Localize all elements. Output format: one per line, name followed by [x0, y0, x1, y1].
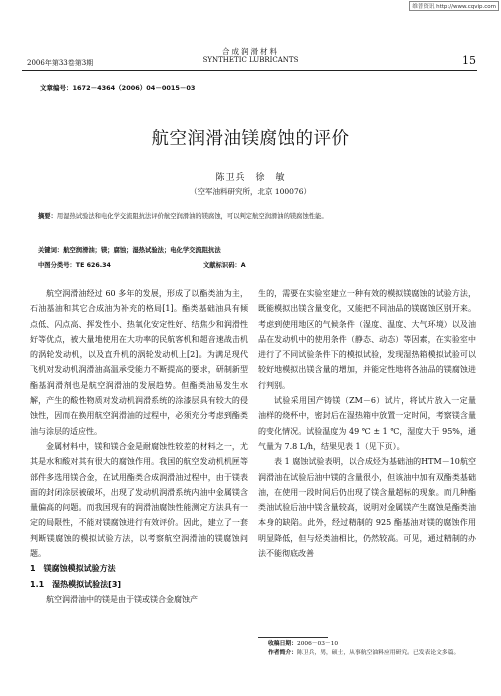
abstract-label: 摘要：: [38, 213, 57, 220]
author-bio-label: 作者简介：: [268, 650, 297, 656]
clc-number: [38, 260, 111, 269]
article-title: 航空润滑油镁腐蚀的评价: [151, 129, 350, 149]
article-number: 文章编号：1672－4364（2006）04－0015－03: [40, 84, 196, 92]
keywords-text: 航空润滑油；镁；腐蚀；湿热试验法；电化学交流阻抗法: [63, 247, 221, 254]
abstract: [38, 213, 468, 222]
issue-info: 2006年第33卷第3期: [27, 59, 94, 67]
received-date: 2006－03－10: [297, 641, 339, 647]
footnote-rule: [258, 637, 328, 638]
footnote: [268, 640, 480, 658]
header-rule: [22, 70, 477, 71]
doc-code-label: 文献标识码：: [203, 262, 241, 269]
received-label: 收稿日期：: [268, 641, 297, 647]
left-column: [30, 286, 248, 607]
abstract-text: 用湿热试验法和电化学交流阻抗法评价航空润滑油的镁腐蚀，可以判定航空润滑油的镁腐蚀性能。: [56, 213, 328, 220]
footnote-author: [268, 649, 480, 658]
affiliation: （空军油料研究所，北京 100076）: [189, 187, 311, 196]
author-bio: 陈卫兵，男，硕士，从事航空油料应用研究。已发表论文多篇。: [297, 650, 460, 656]
section-heading: 1 镁腐蚀模拟试验方法: [30, 564, 116, 574]
body-paragraph: 生的，需要在实验室建立一种有效的模拟镁腐蚀的试验方法，既能模拟出镁含量变化，又能把不同油品的镁腐蚀区别开来。考虑到使用地区的气候条件（湿度、温度、大气环境）以及油品在发动机中的使用条件（静态、动态）等因素，在实验室中进行了不同试验条件下的模拟试验，发现湿热箱模拟试验可以较好地模拟出镁含量的增加，并能定性地将各油品的镁腐蚀进行判别。: [258, 289, 476, 390]
journal-name-cn: 合成润滑材料: [222, 47, 279, 56]
keywords: [38, 245, 221, 254]
authors: 陈卫兵 徐 敏: [215, 173, 286, 183]
page-number: 15: [462, 54, 476, 67]
body-paragraph: 航空润滑油中的镁是由于镁或镁合金腐蚀产: [46, 594, 198, 604]
footnote-received: [268, 640, 480, 649]
body-paragraph: 航空润滑油经过 60 多年的发展，形成了以酯类油为主，石油基油和其它合成油为补充的格局[1]。酯类基础油具有倾点低、闪点高、挥发性小、热氧化安定性好、结焦少和润滑性好等优点，被大量地使用在大功率的民航客机和超音速战击机的涡轮发动机，以及直升机的涡轮发动机上[2]。为满足现代飞机对发动机润滑油高温承受能力不断提高的要求，研制新型酯基润滑剂也是航空润滑油的发展趋势。但酯类油易发生水解，产生的酸性物质对发动机润滑系统的涂漆层具有较大的侵蚀性，因而在换用航空润滑油的过程中，必须充分考虑到酯类油与涂层的适应性。: [30, 289, 248, 436]
body-paragraph: 表 1 腐蚀试验表明，以合成烃为基础油的HTM－10航空润滑油在试验后油中镁的含量很小，但该油中加有双酯类基础油，在使用一段时间后仍出现了镁含量超标的现象。而几种酯类油试验后油中镁含量较高，说明对金属镁产生腐蚀是酯类油本身的缺陷。此外，经过精制的 925 酯基油对镁的腐蚀作用明显降低，但与烃类油相比，仍然较高。可见，通过精制的办法不能彻底改善: [258, 457, 476, 559]
body-paragraph: 试验采用国产铸镁（ZM－6）试片，将试片放入一定量油样的烧杯中，密封后在湿热箱中放置一定时间，考察镁含量的变化情况。试验温度为 49 ℃ ± 1 ℃，湿度大于 95%，通气量为 7.8 L/h，结果见表 1（见下页）。: [258, 396, 476, 451]
document-code: [203, 260, 246, 269]
body-paragraph: 金属材料中，镁和镁合金是耐腐蚀性较差的材料之一，尤其是水和酸对其有很大的腐蚀作用。我国的航空发动机机匣等部件多选用镁合金，在试用酯类合成润滑油过程中，由于镁表面的封闭涂层被破坏，出现了发动机润滑系统内油中金属镁含量偏高的问题。而我国现有的润滑油腐蚀性能测定方法具有一定的局限性，不能对镁腐蚀进行有效评价。因此，建立了一套判断镁腐蚀的模拟试验方法，以考察航空润滑油的镁腐蚀问题。: [30, 441, 248, 559]
clc-label: 中图分类号：: [38, 262, 76, 269]
clc-text: TE 626.34: [75, 262, 111, 269]
subsection-heading: 1.1 湿热模拟试验法[3]: [30, 579, 122, 589]
doc-code-text: A: [240, 262, 246, 269]
keywords-label: 关键词：: [38, 247, 64, 254]
right-column: [258, 286, 476, 561]
journal-name-en: SYNTHETIC LUBRICANTS: [202, 56, 299, 64]
watermark: 维普资讯 http://www.cqvip.com: [409, 1, 499, 11]
